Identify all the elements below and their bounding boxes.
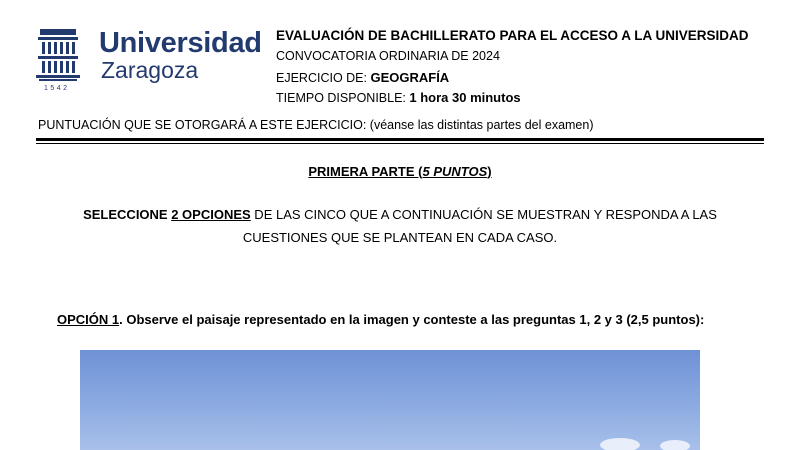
exam-title: EVALUACIÓN DE BACHILLERATO PARA EL ACCESO A LA UNIVERSIDAD — [276, 28, 749, 43]
logo-university-name: Universidad — [99, 27, 262, 59]
header-divider-thin — [36, 143, 764, 144]
instructions-options: 2 OPCIONES — [171, 207, 251, 222]
time-value: 1 hora 30 minutos — [409, 90, 521, 105]
exam-convocatoria: CONVOCATORIA ORDINARIA DE 2024 — [276, 49, 500, 63]
logo-year: 1542 — [44, 85, 70, 92]
cloud-shape — [660, 440, 690, 450]
part-title-points: 5 PUNTOS — [422, 164, 488, 179]
landscape-photo — [80, 350, 700, 450]
subject-value: GEOGRAFÍA — [370, 70, 450, 85]
part-title — [0, 164, 800, 179]
time-label: TIEMPO DISPONIBLE: — [276, 91, 410, 105]
option-1-heading — [57, 312, 704, 327]
part-title-suffix: ) — [487, 164, 492, 179]
part-title-prefix: PRIMERA PARTE ( — [308, 164, 423, 179]
university-building-icon — [36, 27, 80, 83]
header-divider-thick — [36, 138, 764, 141]
instructions-rest: DE LAS CINCO QUE A CONTINUACIÓN SE MUESTRAN Y RESPONDA A LAS CUESTIONES QUE SE PLANTEAN EN CADA CASO. — [242, 207, 717, 245]
scoring-note: PUNTUACIÓN QUE SE OTORGARÁ A ESTE EJERCICIO: (véanse las distintas partes del examen) — [38, 118, 594, 132]
logo-city-name: Zaragoza — [101, 57, 199, 83]
exam-subject — [276, 70, 449, 86]
option-1-label: OPCIÓN 1 — [57, 312, 120, 327]
cloud-shape — [600, 438, 640, 450]
instructions-lead: SELECCIONE — [83, 207, 172, 222]
subject-label: EJERCICIO DE: — [276, 71, 371, 85]
option-1-text: . Observe el paisaje representado en la imagen y conteste a las preguntas 1, 2 y 3 (2,5 puntos): — [119, 312, 705, 327]
exam-time — [276, 90, 521, 106]
instructions — [40, 203, 760, 249]
university-logo — [36, 27, 266, 97]
